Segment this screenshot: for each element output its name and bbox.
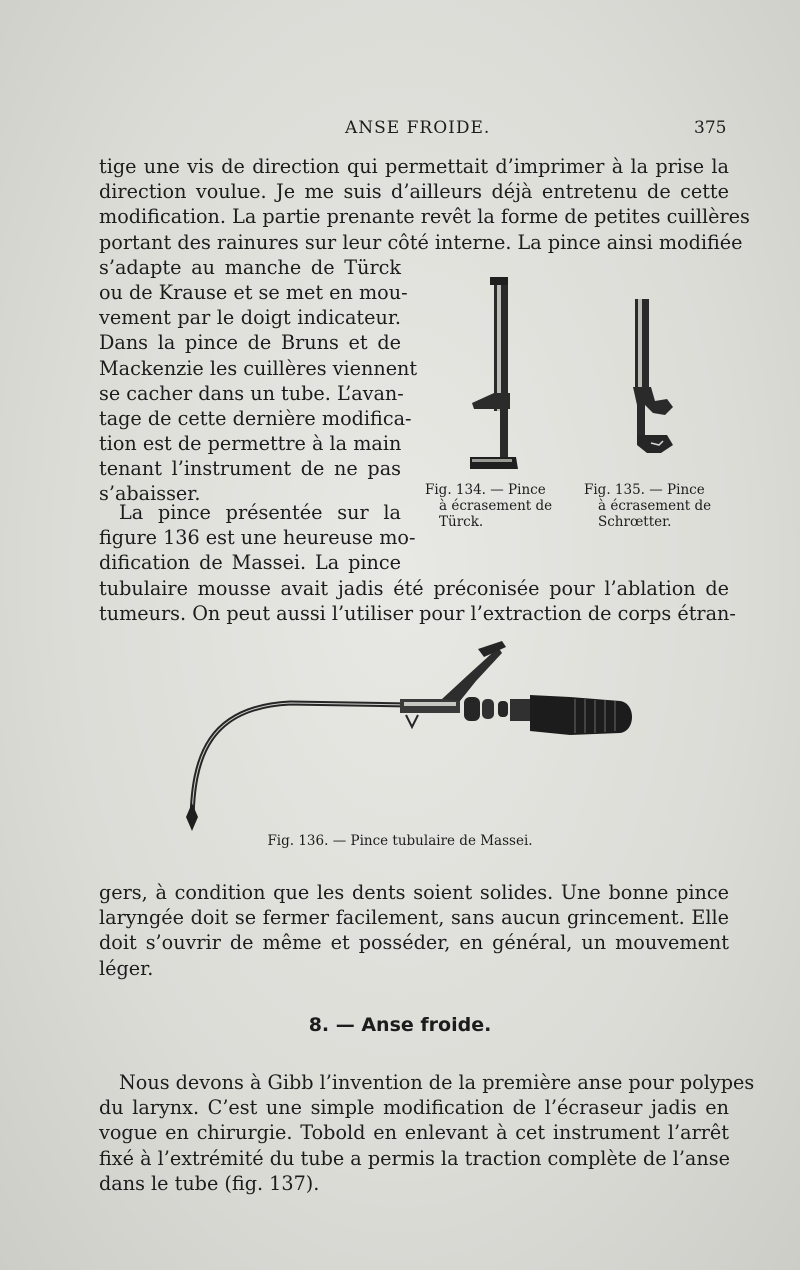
text-line: s’adapte au manche de Türck: [99, 255, 401, 279]
paragraph-4: [99, 1070, 755, 1196]
section-heading: 8. — Anse froide.: [308, 1014, 492, 1036]
caption-line: Schrœtter.: [598, 514, 672, 530]
text-line: direction voulue. Je me suis d’ailleurs déjà entretenu de cette: [99, 180, 729, 204]
text-line: vogue en chirurgie. Tobold en enlevant à cet instrument l’arrêt: [99, 1121, 729, 1145]
text-line: se cacher dans un tube. L’avan-: [99, 381, 404, 405]
text-line: vement par le doigt indicateur.: [99, 306, 401, 330]
text-line: figure 136 est une heureuse mo-: [99, 526, 416, 550]
text-line: ou de Krause et se met en mou-: [99, 280, 408, 304]
running-title: ANSE FROIDE.: [345, 118, 491, 138]
text-line: modification. La partie prenante revêt la forme de petites cuillères: [99, 205, 750, 229]
text-line: tumeurs. On peut aussi l’utiliser pour l’extraction de corps étran-: [99, 601, 736, 625]
caption-line: Fig. 135. — Pince: [584, 482, 705, 498]
text-line: s’abaisser.: [99, 482, 201, 506]
text-line: tion est de permettre à la main: [99, 432, 402, 456]
text-line: tubulaire mousse avait jadis été préconisée pour l’ablation de: [99, 576, 729, 600]
text-line: portant des rainures sur leur côté interne. La pince ainsi modifiée: [99, 230, 743, 254]
text-line: fixé à l’extrémité du tube a permis la traction complète de l’anse: [99, 1146, 730, 1170]
text-line: tenant l’instrument de ne pas: [99, 457, 401, 481]
fig136-caption: [0, 833, 800, 849]
text-line: Nous devons à Gibb l’invention de la première anse pour polypes: [119, 1071, 755, 1094]
text-line: tage de cette dernière modifica-: [99, 406, 412, 430]
running-header: [0, 118, 800, 142]
text-line: Mackenzie les cuillères viennent: [99, 356, 418, 380]
text-line: Dans la pince de Bruns et de: [99, 331, 401, 355]
paragraph-3: [99, 880, 729, 981]
page-number: 375: [694, 118, 727, 138]
text-line: doit s’ouvrir de même et posséder, en général, un mouvement: [99, 931, 729, 955]
text-line: dification de Massei. La pince: [99, 551, 401, 575]
text-line: léger.: [99, 956, 154, 980]
fig136-illustration: [180, 635, 640, 835]
text-line: tige une vis de direction qui permettait d’imprimer à la prise la: [99, 155, 729, 178]
caption-line: Türck.: [439, 514, 484, 530]
text-line: gers, à condition que les dents soient solides. Une bonne pince: [99, 881, 729, 904]
text-line: La pince présentée sur la: [119, 501, 401, 524]
caption-line: à écrasement de: [598, 498, 712, 514]
caption-line: à écrasement de: [439, 498, 553, 514]
text-line: laryngée doit se fermer facilement, sans aucun grincement. Elle: [99, 906, 729, 930]
fig135-illustration: [615, 295, 685, 465]
caption-line: Fig. 134. — Pince: [425, 482, 546, 498]
fig135-caption: [584, 482, 734, 530]
fig134-illustration: [460, 275, 530, 475]
caption-line: Fig. 136. — Pince tubulaire de Massei.: [267, 833, 533, 849]
text-line: du larynx. C’est une simple modification de l’écraseur jadis en: [99, 1096, 729, 1120]
text-line: dans le tube (fig. 137).: [99, 1171, 320, 1195]
fig134-caption: [425, 482, 575, 530]
